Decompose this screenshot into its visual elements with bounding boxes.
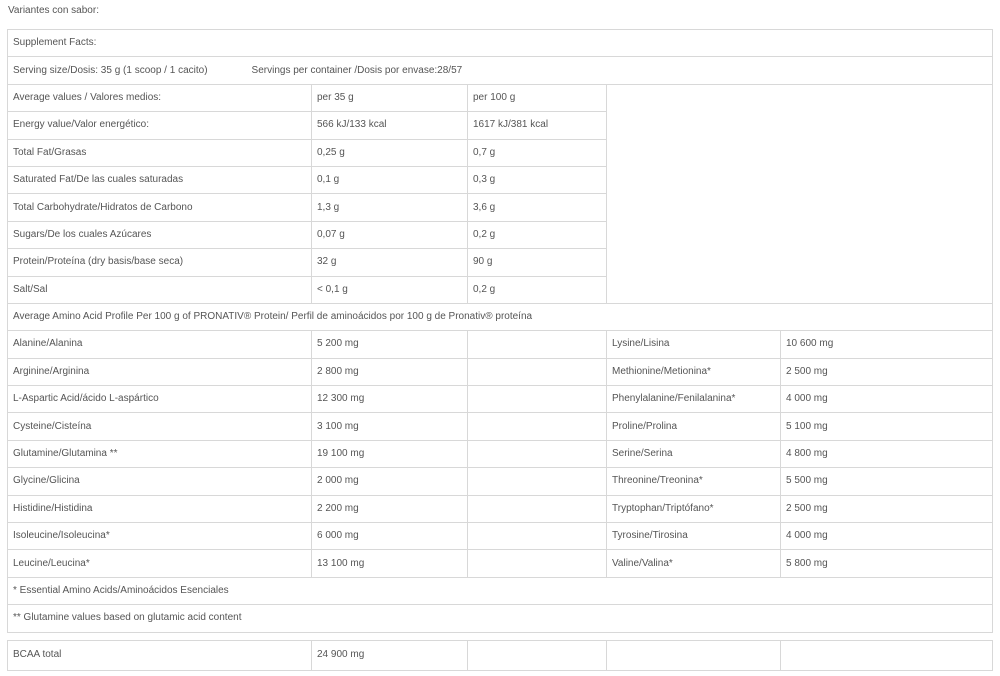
amino-row <box>8 358 993 385</box>
bcaa-value: 24 900 mg <box>312 640 468 670</box>
serving-row <box>8 57 993 84</box>
amino-empty-cell <box>468 386 607 413</box>
amino-empty-cell <box>468 495 607 522</box>
bcaa-empty-cell <box>468 640 607 670</box>
nutrient-label: Total Carbohydrate/Hidratos de Carbono <box>8 194 312 221</box>
amino-value: 5 200 mg <box>312 331 468 358</box>
amino-value: 4 800 mg <box>781 440 993 467</box>
amino-name: Methionine/Metionina* <box>607 358 781 385</box>
nutrient-per-100g: 0,3 g <box>468 166 607 193</box>
amino-value: 13 100 mg <box>312 550 468 577</box>
amino-empty-cell <box>468 413 607 440</box>
facts-title: Supplement Facts: <box>8 30 993 57</box>
glutamine-note: ** Glutamine values based on glutamic acid content <box>8 605 993 632</box>
amino-name: Valine/Valina* <box>607 550 781 577</box>
nutrient-per-100g: 90 g <box>468 249 607 276</box>
amino-empty-cell <box>468 523 607 550</box>
amino-row <box>8 523 993 550</box>
section-heading: Variantes con sabor: <box>8 5 99 16</box>
amino-empty-cell <box>468 550 607 577</box>
amino-name: L-Aspartic Acid/ácido L-aspártico <box>8 386 312 413</box>
essential-amino-note: * Essential Amino Acids/Aminoácidos Esenciales <box>8 577 993 604</box>
amino-value: 2 800 mg <box>312 358 468 385</box>
amino-name: Arginine/Arginina <box>8 358 312 385</box>
amino-name: Isoleucine/Isoleucina* <box>8 523 312 550</box>
amino-name: Leucine/Leucina* <box>8 550 312 577</box>
amino-value: 2 200 mg <box>312 495 468 522</box>
amino-row <box>8 495 993 522</box>
amino-row <box>8 386 993 413</box>
amino-name: Threonine/Treonina* <box>607 468 781 495</box>
amino-row <box>8 440 993 467</box>
amino-row <box>8 331 993 358</box>
amino-value: 5 500 mg <box>781 468 993 495</box>
nutrient-label: Protein/Proteína (dry basis/base seca) <box>8 249 312 276</box>
amino-name: Cysteine/Cisteína <box>8 413 312 440</box>
amino-name: Alanine/Alanina <box>8 331 312 358</box>
amino-name: Phenylalanine/Fenilalanina* <box>607 386 781 413</box>
amino-value: 4 000 mg <box>781 523 993 550</box>
nutrient-per-35g: 566 kJ/133 kcal <box>312 112 468 139</box>
amino-row <box>8 550 993 577</box>
amino-value: 3 100 mg <box>312 413 468 440</box>
amino-empty-cell <box>468 331 607 358</box>
nutrient-per-35g: 0,1 g <box>312 166 468 193</box>
amino-name: Tryptophan/Triptófano* <box>607 495 781 522</box>
spacer-row <box>8 632 993 640</box>
nutrient-per-35g: 32 g <box>312 249 468 276</box>
bcaa-label: BCAA total <box>8 640 312 670</box>
nutrient-per-35g: 0,07 g <box>312 221 468 248</box>
amino-name: Lysine/Lisina <box>607 331 781 358</box>
servings-per-container: Servings per container /Dosis por envase:28/57 <box>251 64 463 76</box>
supplement-facts-table <box>7 29 993 671</box>
bcaa-row <box>8 640 993 670</box>
nutrient-label: Energy value/Valor energético: <box>8 112 312 139</box>
amino-title-row <box>8 303 993 330</box>
amino-value: 10 600 mg <box>781 331 993 358</box>
amino-value: 19 100 mg <box>312 440 468 467</box>
amino-empty-cell <box>468 358 607 385</box>
nutrients-header-row <box>8 84 993 111</box>
spacer <box>8 632 993 640</box>
serving-size: Serving size/Dosis: 35 g (1 scoop / 1 cacito) <box>13 64 208 76</box>
nutrients-blank-area <box>607 84 993 303</box>
amino-value: 12 300 mg <box>312 386 468 413</box>
amino-value: 2 000 mg <box>312 468 468 495</box>
amino-value: 4 000 mg <box>781 386 993 413</box>
amino-value: 5 100 mg <box>781 413 993 440</box>
nutrient-label-header: Average values / Valores medios: <box>8 84 312 111</box>
bcaa-empty-cell <box>607 640 781 670</box>
nutrient-label: Saturated Fat/De las cuales saturadas <box>8 166 312 193</box>
amino-profile-title: Average Amino Acid Profile Per 100 g of PRONATIV® Protein/ Perfil de aminoácidos por 100 g de Pronativ® proteína <box>8 303 993 330</box>
amino-name: Tyrosine/Tirosina <box>607 523 781 550</box>
nutrient-per-100g: 0,2 g <box>468 221 607 248</box>
amino-empty-cell <box>468 468 607 495</box>
nutrient-per-35g: < 0,1 g <box>312 276 468 303</box>
amino-name: Histidine/Histidina <box>8 495 312 522</box>
nutrient-per-100g: 3,6 g <box>468 194 607 221</box>
nutrient-per-35g: 0,25 g <box>312 139 468 166</box>
amino-empty-cell <box>468 440 607 467</box>
per-35g-header: per 35 g <box>312 84 468 111</box>
nutrient-per-100g: 1617 kJ/381 kcal <box>468 112 607 139</box>
amino-row <box>8 468 993 495</box>
amino-row <box>8 413 993 440</box>
amino-value: 2 500 mg <box>781 495 993 522</box>
amino-name: Proline/Prolina <box>607 413 781 440</box>
amino-value: 6 000 mg <box>312 523 468 550</box>
amino-name: Glutamine/Glutamina ** <box>8 440 312 467</box>
nutrient-per-100g: 0,2 g <box>468 276 607 303</box>
amino-value: 5 800 mg <box>781 550 993 577</box>
bcaa-empty-cell <box>781 640 993 670</box>
nutrient-label: Total Fat/Grasas <box>8 139 312 166</box>
amino-name: Glycine/Glicina <box>8 468 312 495</box>
nutrient-per-35g: 1,3 g <box>312 194 468 221</box>
nutrient-label: Sugars/De los cuales Azúcares <box>8 221 312 248</box>
serving-info <box>8 57 993 84</box>
nutrient-label: Salt/Sal <box>8 276 312 303</box>
facts-title-row <box>8 30 993 57</box>
note-row <box>8 577 993 604</box>
per-100g-header: per 100 g <box>468 84 607 111</box>
amino-name: Serine/Serina <box>607 440 781 467</box>
note-row <box>8 605 993 632</box>
nutrient-per-100g: 0,7 g <box>468 139 607 166</box>
amino-value: 2 500 mg <box>781 358 993 385</box>
